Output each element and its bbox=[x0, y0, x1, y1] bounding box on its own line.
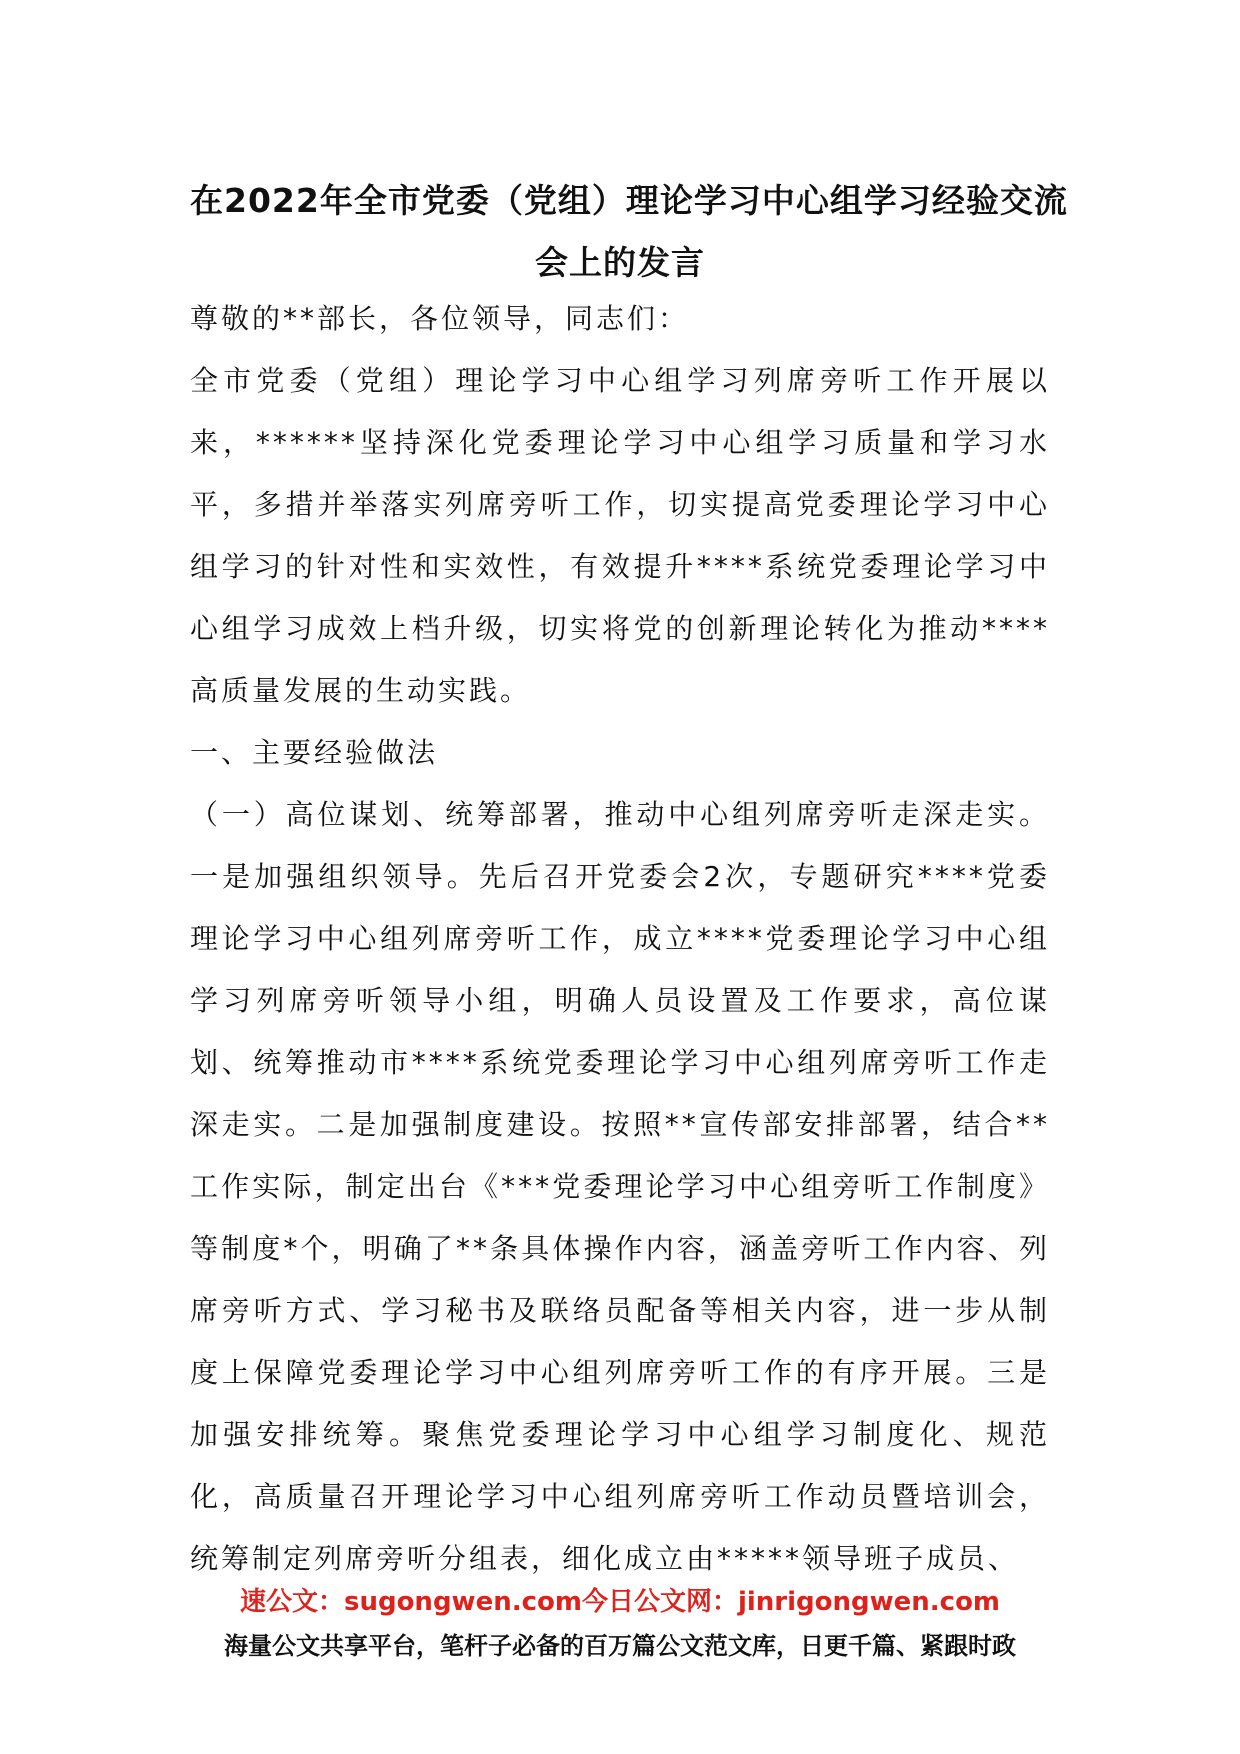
salutation: 尊敬的**部长，各位领导，同志们： bbox=[190, 302, 690, 335]
section-heading-1: 一、主要经验做法 bbox=[190, 736, 439, 769]
title-line-2: 会上的发言 bbox=[535, 243, 705, 282]
footer-banner bbox=[0, 1582, 1240, 1666]
paragraph-intro: 全市党委（党组）理论学习中心组学习列席旁听工作开展以来，******坚持深化党委理论学习中心组学习质量和学习水平，多措并举落实列席旁听工作，切实提高党委理论学习中心组学习的针对性和实效性，有效提升****系统党委理论学习中心组学习成效上档升级，切实将党的创新理论转化为推动****高质量发展的生动实践。 bbox=[190, 364, 1050, 707]
document-body bbox=[190, 288, 1050, 1590]
paragraph-section-1-1: （一）高位谋划、统筹部署，推动中心组列席旁听走深走实。一是加强组织领导。先后召开党委会2次，专题研究****党委理论学习中心组列席旁听工作，成立****党委理论学习中心组学习列席旁听领导小组，明确人员设置及工作要求，高位谋划、统筹推动市****系统党委理论学习中心组列席旁听工作走深走实。二是加强制度建设。按照**宣传部安排部署，结合**工作实际，制定出台《***党委理论学习中心组旁听工作制度》等制度*个，明确了**条具体操作内容，涵盖旁听工作内容、列席旁听方式、学习秘书及联络员配备等相关内容，进一步从制度上保障党委理论学习中心组列席旁听工作的有序开展。三是加强安排统筹。聚焦党委理论学习中心组学习制度化、规范化，高质量召开理论学习中心组列席旁听工作动员暨培训会，统筹制定列席旁听分组表，细化成立由*****领导班子成员、 bbox=[190, 798, 1050, 1575]
title-line-1: 在2022年全市党委（党组）理论学习中心组学习经验交流 bbox=[190, 181, 1068, 220]
document-title bbox=[190, 170, 1068, 294]
footer-slogan: 海量公文共享平台，笔杆子必备的百万篇公文范文库，日更千篇、紧跟时政 bbox=[224, 1632, 1016, 1660]
footer-site-links: 速公文：sugongwen.com今日公文网：jinrigongwen.com bbox=[239, 1587, 1001, 1617]
